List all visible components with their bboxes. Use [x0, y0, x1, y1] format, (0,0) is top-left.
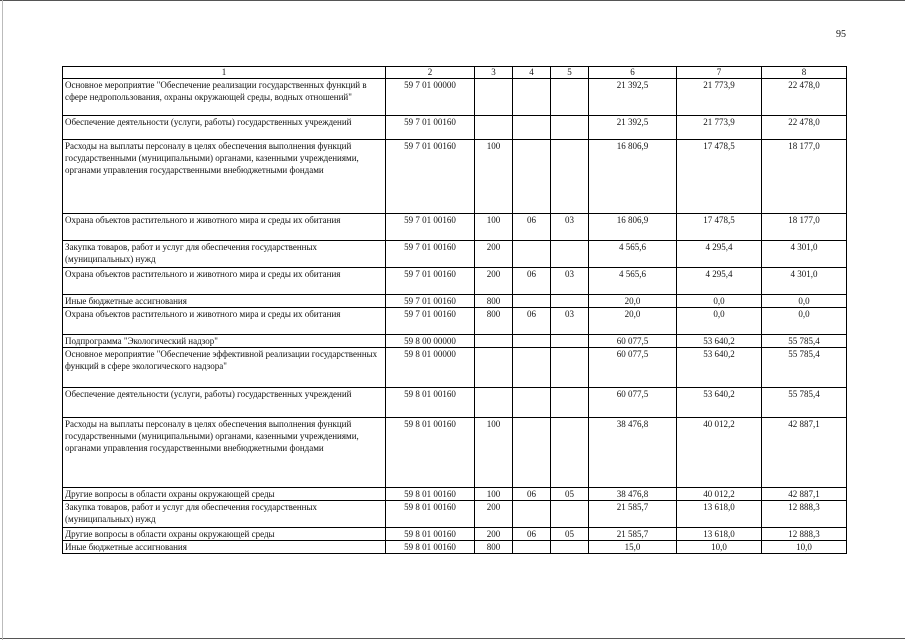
cell-pr [551, 116, 589, 140]
cell-rz: 06 [513, 528, 551, 541]
cell-y1: 60 077,5 [589, 335, 677, 348]
cell-name: Другие вопросы в области охраны окружающей среды [63, 528, 386, 541]
cell-rz [513, 501, 551, 528]
cell-vr: 100 [475, 214, 513, 241]
cell-csr: 59 7 01 00000 [386, 79, 475, 116]
cell-rz: 06 [513, 214, 551, 241]
table-row [63, 528, 847, 541]
cell-vr: 800 [475, 295, 513, 308]
cell-y1: 15,0 [589, 541, 677, 554]
cell-y3: 0,0 [762, 308, 847, 335]
cell-rz [513, 295, 551, 308]
cell-y2: 21 773,9 [677, 116, 762, 140]
cell-name: Расходы на выплаты персоналу в целях обеспечения выполнения функций государственными (муниципальными) органами, казенными учреждениями, органами управления государственными внебюджетными фондами [63, 418, 386, 488]
cell-y1: 20,0 [589, 295, 677, 308]
cell-vr [475, 335, 513, 348]
cell-rz [513, 348, 551, 388]
cell-rz: 06 [513, 268, 551, 295]
cell-pr [551, 79, 589, 116]
scan-edge-left [2, 0, 3, 640]
column-header: 3 [475, 67, 513, 79]
cell-y3: 55 785,4 [762, 348, 847, 388]
table-row [63, 308, 847, 335]
cell-pr [551, 140, 589, 214]
cell-y2: 0,0 [677, 295, 762, 308]
cell-y1: 16 806,9 [589, 214, 677, 241]
cell-vr: 200 [475, 268, 513, 295]
cell-csr: 59 8 01 00160 [386, 488, 475, 501]
table-row [63, 348, 847, 388]
cell-y3: 12 888,3 [762, 528, 847, 541]
cell-csr: 59 8 01 00160 [386, 501, 475, 528]
cell-name: Расходы на выплаты персоналу в целях обеспечения выполнения функций государственными (муниципальными) органами, казенными учреждениями, органами управления государственными внебюджетными фондами [63, 140, 386, 214]
scan-edge-top [0, 0, 905, 1]
cell-y1: 38 476,8 [589, 488, 677, 501]
cell-y2: 0,0 [677, 308, 762, 335]
cell-vr [475, 348, 513, 388]
cell-y1: 21 392,5 [589, 79, 677, 116]
table-row [63, 268, 847, 295]
column-header: 6 [589, 67, 677, 79]
cell-y2: 40 012,2 [677, 418, 762, 488]
cell-y2: 13 618,0 [677, 528, 762, 541]
cell-y1: 4 565,6 [589, 268, 677, 295]
cell-y3: 4 301,0 [762, 241, 847, 268]
cell-y3: 4 301,0 [762, 268, 847, 295]
cell-y2: 17 478,5 [677, 214, 762, 241]
cell-pr: 03 [551, 214, 589, 241]
cell-y1: 21 585,7 [589, 528, 677, 541]
cell-vr: 800 [475, 541, 513, 554]
cell-name: Другие вопросы в области охраны окружающей среды [63, 488, 386, 501]
header-row [63, 67, 847, 79]
table-row [63, 501, 847, 528]
cell-name: Обеспечение деятельности (услуги, работы) государственных учреждений [63, 116, 386, 140]
table-row [63, 295, 847, 308]
cell-csr: 59 7 01 00160 [386, 214, 475, 241]
cell-y3: 42 887,1 [762, 418, 847, 488]
column-header: 8 [762, 67, 847, 79]
cell-pr [551, 348, 589, 388]
cell-vr [475, 116, 513, 140]
cell-csr: 59 7 01 00160 [386, 268, 475, 295]
cell-y3: 55 785,4 [762, 388, 847, 418]
cell-pr [551, 241, 589, 268]
cell-name: Основное мероприятие "Обеспечение эффективной реализации государственных функций в сфере экологического надзора" [63, 348, 386, 388]
cell-y2: 53 640,2 [677, 388, 762, 418]
cell-name: Подпрограмма "Экологический надзор" [63, 335, 386, 348]
column-header: 4 [513, 67, 551, 79]
cell-rz [513, 140, 551, 214]
cell-pr: 03 [551, 308, 589, 335]
cell-vr [475, 79, 513, 116]
cell-vr [475, 388, 513, 418]
cell-vr: 200 [475, 501, 513, 528]
cell-y3: 42 887,1 [762, 488, 847, 501]
cell-y1: 20,0 [589, 308, 677, 335]
cell-name: Охрана объектов растительного и животного мира и среды их обитания [63, 268, 386, 295]
scan-edge-bottom [0, 638, 905, 639]
cell-y1: 38 476,8 [589, 418, 677, 488]
cell-name: Закупка товаров, работ и услуг для обеспечения государственных (муниципальных) нужд [63, 501, 386, 528]
cell-name: Охрана объектов растительного и животного мира и среды их обитания [63, 308, 386, 335]
cell-csr: 59 7 01 00160 [386, 295, 475, 308]
table-row [63, 79, 847, 116]
cell-vr: 100 [475, 418, 513, 488]
table-row [63, 241, 847, 268]
table-row [63, 541, 847, 554]
cell-y3: 18 177,0 [762, 140, 847, 214]
cell-csr: 59 8 01 00000 [386, 348, 475, 388]
cell-y3: 55 785,4 [762, 335, 847, 348]
cell-vr: 200 [475, 528, 513, 541]
cell-y3: 10,0 [762, 541, 847, 554]
cell-rz [513, 79, 551, 116]
table-row [63, 335, 847, 348]
cell-csr: 59 7 01 00160 [386, 308, 475, 335]
cell-name: Иные бюджетные ассигнования [63, 541, 386, 554]
cell-rz: 06 [513, 308, 551, 335]
cell-csr: 59 8 00 00000 [386, 335, 475, 348]
cell-name: Иные бюджетные ассигнования [63, 295, 386, 308]
cell-y2: 40 012,2 [677, 488, 762, 501]
cell-pr [551, 418, 589, 488]
column-header: 1 [63, 67, 386, 79]
cell-y2: 4 295,4 [677, 241, 762, 268]
cell-y2: 10,0 [677, 541, 762, 554]
cell-pr [551, 295, 589, 308]
column-header: 7 [677, 67, 762, 79]
cell-rz: 06 [513, 488, 551, 501]
cell-y1: 21 585,7 [589, 501, 677, 528]
cell-y1: 21 392,5 [589, 116, 677, 140]
cell-pr [551, 541, 589, 554]
table-row [63, 388, 847, 418]
cell-pr [551, 335, 589, 348]
cell-name: Основное мероприятие "Обеспечение реализации государственных функций в сфере недропользования, охраны окружающей среды, водных отношений" [63, 79, 386, 116]
cell-y2: 13 618,0 [677, 501, 762, 528]
cell-vr: 100 [475, 140, 513, 214]
cell-y2: 21 773,9 [677, 79, 762, 116]
cell-rz [513, 241, 551, 268]
table-row [63, 488, 847, 501]
cell-y2: 17 478,5 [677, 140, 762, 214]
cell-pr [551, 501, 589, 528]
cell-name: Охрана объектов растительного и животного мира и среды их обитания [63, 214, 386, 241]
cell-rz [513, 335, 551, 348]
cell-y3: 0,0 [762, 295, 847, 308]
column-header: 5 [551, 67, 589, 79]
cell-vr: 100 [475, 488, 513, 501]
cell-name: Закупка товаров, работ и услуг для обеспечения государственных (муниципальных) нужд [63, 241, 386, 268]
cell-csr: 59 8 01 00160 [386, 541, 475, 554]
table-row [63, 214, 847, 241]
cell-pr: 05 [551, 528, 589, 541]
cell-y2: 53 640,2 [677, 348, 762, 388]
cell-y1: 16 806,9 [589, 140, 677, 214]
cell-csr: 59 7 01 00160 [386, 116, 475, 140]
cell-y3: 22 478,0 [762, 116, 847, 140]
cell-y2: 53 640,2 [677, 335, 762, 348]
cell-csr: 59 7 01 00160 [386, 241, 475, 268]
cell-pr: 03 [551, 268, 589, 295]
cell-csr: 59 8 01 00160 [386, 528, 475, 541]
table-row [63, 116, 847, 140]
table-row [63, 140, 847, 214]
cell-y2: 4 295,4 [677, 268, 762, 295]
cell-rz [513, 388, 551, 418]
cell-y1: 4 565,6 [589, 241, 677, 268]
column-header: 2 [386, 67, 475, 79]
cell-vr: 800 [475, 308, 513, 335]
cell-csr: 59 7 01 00160 [386, 140, 475, 214]
cell-rz [513, 418, 551, 488]
table-row [63, 418, 847, 488]
cell-name: Обеспечение деятельности (услуги, работы) государственных учреждений [63, 388, 386, 418]
cell-y3: 22 478,0 [762, 79, 847, 116]
cell-rz [513, 541, 551, 554]
page-number: 95 [836, 29, 846, 40]
cell-pr [551, 388, 589, 418]
cell-y1: 60 077,5 [589, 348, 677, 388]
cell-y1: 60 077,5 [589, 388, 677, 418]
cell-y3: 12 888,3 [762, 501, 847, 528]
cell-csr: 59 8 01 00160 [386, 388, 475, 418]
cell-pr: 05 [551, 488, 589, 501]
budget-table [62, 66, 847, 554]
cell-csr: 59 8 01 00160 [386, 418, 475, 488]
cell-rz [513, 116, 551, 140]
cell-vr: 200 [475, 241, 513, 268]
cell-y3: 18 177,0 [762, 214, 847, 241]
